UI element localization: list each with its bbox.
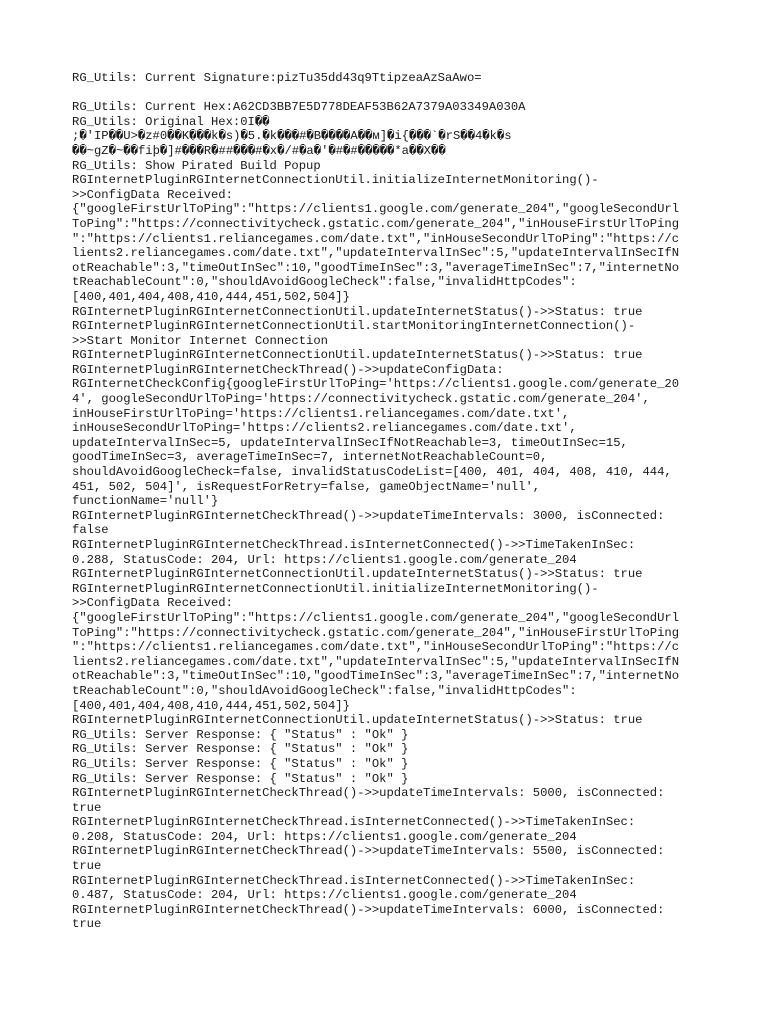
log-line: RGInternetPluginRGInternetCheckThread.isInternetConnected()->>TimeTakenInSec: bbox=[72, 538, 636, 552]
blank-line bbox=[72, 86, 702, 101]
log-line: RGInternetPluginRGInternetCheckThread()->>updateTimeIntervals: 3000, isConnected: bbox=[72, 508, 665, 523]
log-line: RG_Utils: Server Response: { "Status" : "Ok" } bbox=[72, 756, 409, 771]
log-line: true bbox=[72, 800, 102, 815]
log-line: RGInternetPluginRGInternetConnectionUtil.updateInternetStatus()->>Status: true bbox=[72, 567, 643, 582]
log-line: 4', googleSecondUrlToPing='https://connectivitycheck.gstatic.com/generate_204', bbox=[72, 392, 650, 407]
log-line: otReachable":3,"timeOutInSec":10,"goodTimeInSec":3,"averageTimeInSec":7,"internetNo bbox=[72, 669, 680, 684]
log-line: tReachableCount":0,"shouldAvoidGoogleCheck":false,"invalidHttpCodes": bbox=[72, 683, 577, 698]
log-line: [400,401,404,408,410,444,451,502,504]} bbox=[72, 289, 350, 304]
log-line: ToPing":"https://connectivitycheck.gstatic.com/generate_204","inHouseFirstUrlToPing bbox=[72, 216, 680, 231]
log-line: ":"https://clients1.reliancegames.com/date.txt","inHouseSecondUrlToPing":"https://c bbox=[72, 640, 680, 655]
log-line: updateIntervalInSec=5, updateIntervalInSecIfNotReachable=3, timeOutInSec=15, bbox=[72, 435, 628, 450]
log-line: lients2.reliancegames.com/date.txt","updateIntervalInSec":5,"updateIntervalInSecIfN bbox=[72, 654, 680, 669]
log-line: inHouseFirstUrlToPing='https://clients1.reliancegames.com/date.txt', bbox=[72, 406, 570, 421]
log-line: 0.288, StatusCode: 204, Url: https://clients1.google.com/generate_204 bbox=[72, 552, 577, 567]
log-line: ��~gZ�~��fiþ�]#���R�##���#�x�/#�a�'�#�#�����*a��X�� bbox=[72, 143, 446, 158]
log-line: lients2.reliancegames.com/date.txt","updateIntervalInSec":5,"updateIntervalInSecIfN bbox=[72, 246, 680, 261]
log-line: RGInternetPluginRGInternetCheckThread()->>updateTimeIntervals: 6000, isConnected: bbox=[72, 902, 665, 917]
log-line: RGInternetPluginRGInternetConnectionUtil.updateInternetStatus()->>Status: true bbox=[72, 348, 643, 363]
log-line: RGInternetPluginRGInternetConnectionUtil.initializeInternetMonitoring()- bbox=[72, 173, 599, 188]
log-line: 0.487, StatusCode: 204, Url: https://clients1.google.com/generate_204 bbox=[72, 888, 577, 903]
log-line: >>ConfigData Received: bbox=[72, 187, 233, 202]
log-line: functionName='null'} bbox=[72, 494, 219, 509]
log-line: RGInternetPluginRGInternetConnectionUtil.initializeInternetMonitoring()- bbox=[72, 581, 599, 596]
log-line: {"googleFirstUrlToPing":"https://clients1.google.com/generate_204","googleSecondUrl bbox=[72, 202, 680, 217]
log-line: RGInternetCheckConfig{googleFirstUrlToPing='https://clients1.google.com/generate_20 bbox=[72, 377, 680, 392]
log-line: RG_Utils: Server Response: { "Status" : "Ok" } bbox=[72, 742, 409, 757]
log-line: ToPing":"https://connectivitycheck.gstatic.com/generate_204","inHouseFirstUrlToPing bbox=[72, 625, 680, 640]
log-line: RG_Utils: Server Response: { "Status" : "Ok" } bbox=[72, 771, 409, 786]
log-line: [400,401,404,408,410,444,451,502,504]} bbox=[72, 698, 350, 713]
log-line: false bbox=[72, 523, 109, 538]
log-line: true bbox=[72, 917, 102, 932]
log-line: RGInternetPluginRGInternetCheckThread.isInternetConnected()->>TimeTakenInSec: bbox=[72, 815, 636, 830]
log-line: goodTimeInSec=3, averageTimeInSec=7, internetNotReachableCount=0, bbox=[72, 450, 548, 465]
log-line: 0.208, StatusCode: 204, Url: https://clients1.google.com/generate_204 bbox=[72, 829, 577, 844]
log-line: >>Start Monitor Internet Connection bbox=[72, 333, 328, 348]
log-line: ;�'IP��U>�z#0��K���k�s)�5.�k���#�B����A��м]�i{���`�rS��4�k�s bbox=[72, 129, 512, 144]
log-line: RGInternetPluginRGInternetConnectionUtil.startMonitoringInternetConnection()- bbox=[72, 319, 636, 334]
log-line: shouldAvoidGoogleCheck=false, invalidStatusCodeList=[400, 401, 404, 408, 410, 444, bbox=[72, 465, 672, 480]
log-line: RG_Utils: Current Signature:pizTu35dd43q9TtipzeaAzSaAwo= bbox=[72, 71, 482, 85]
log-line: RGInternetPluginRGInternetCheckThread()->>updateTimeIntervals: 5500, isConnected: bbox=[72, 844, 665, 859]
log-line: ":"https://clients1.reliancegames.com/date.txt","inHouseSecondUrlToPing":"https://c bbox=[72, 231, 680, 246]
log-line: RGInternetPluginRGInternetConnectionUtil.updateInternetStatus()->>Status: true bbox=[72, 304, 643, 319]
log-line: RG_Utils: Original Hex:0I�� bbox=[72, 114, 270, 129]
log-line: RGInternetPluginRGInternetConnectionUtil.updateInternetStatus()->>Status: true bbox=[72, 713, 643, 728]
log-line: RG_Utils: Current Hex:A62CD3BB7E5D778DEAF53B62A7379A03349A030A bbox=[72, 100, 526, 115]
log-line: RGInternetPluginRGInternetCheckThread()->>updateTimeIntervals: 5000, isConnected: bbox=[72, 786, 665, 801]
log-line: >>ConfigData Received: bbox=[72, 596, 233, 611]
log-line: RGInternetPluginRGInternetCheckThread.isInternetConnected()->>TimeTakenInSec: bbox=[72, 873, 636, 888]
log-line: tReachableCount":0,"shouldAvoidGoogleCheck":false,"invalidHttpCodes": bbox=[72, 275, 577, 290]
log-line: inHouseSecondUrlToPing='https://clients2.reliancegames.com/date.txt', bbox=[72, 421, 577, 436]
log-line: otReachable":3,"timeOutInSec":10,"goodTimeInSec":3,"averageTimeInSec":7,"internetNo bbox=[72, 260, 680, 275]
log-line: RGInternetPluginRGInternetCheckThread()->>updateConfigData: bbox=[72, 362, 504, 377]
log-line: true bbox=[72, 859, 102, 874]
log-document bbox=[72, 71, 702, 932]
log-line: RG_Utils: Show Pirated Build Popup bbox=[72, 158, 321, 173]
log-line: RG_Utils: Server Response: { "Status" : "Ok" } bbox=[72, 727, 409, 742]
log-line: {"googleFirstUrlToPing":"https://clients1.google.com/generate_204","googleSecondUrl bbox=[72, 610, 680, 625]
log-line: 451, 502, 504]', isRequestForRetry=false, gameObjectName='null', bbox=[72, 479, 541, 494]
